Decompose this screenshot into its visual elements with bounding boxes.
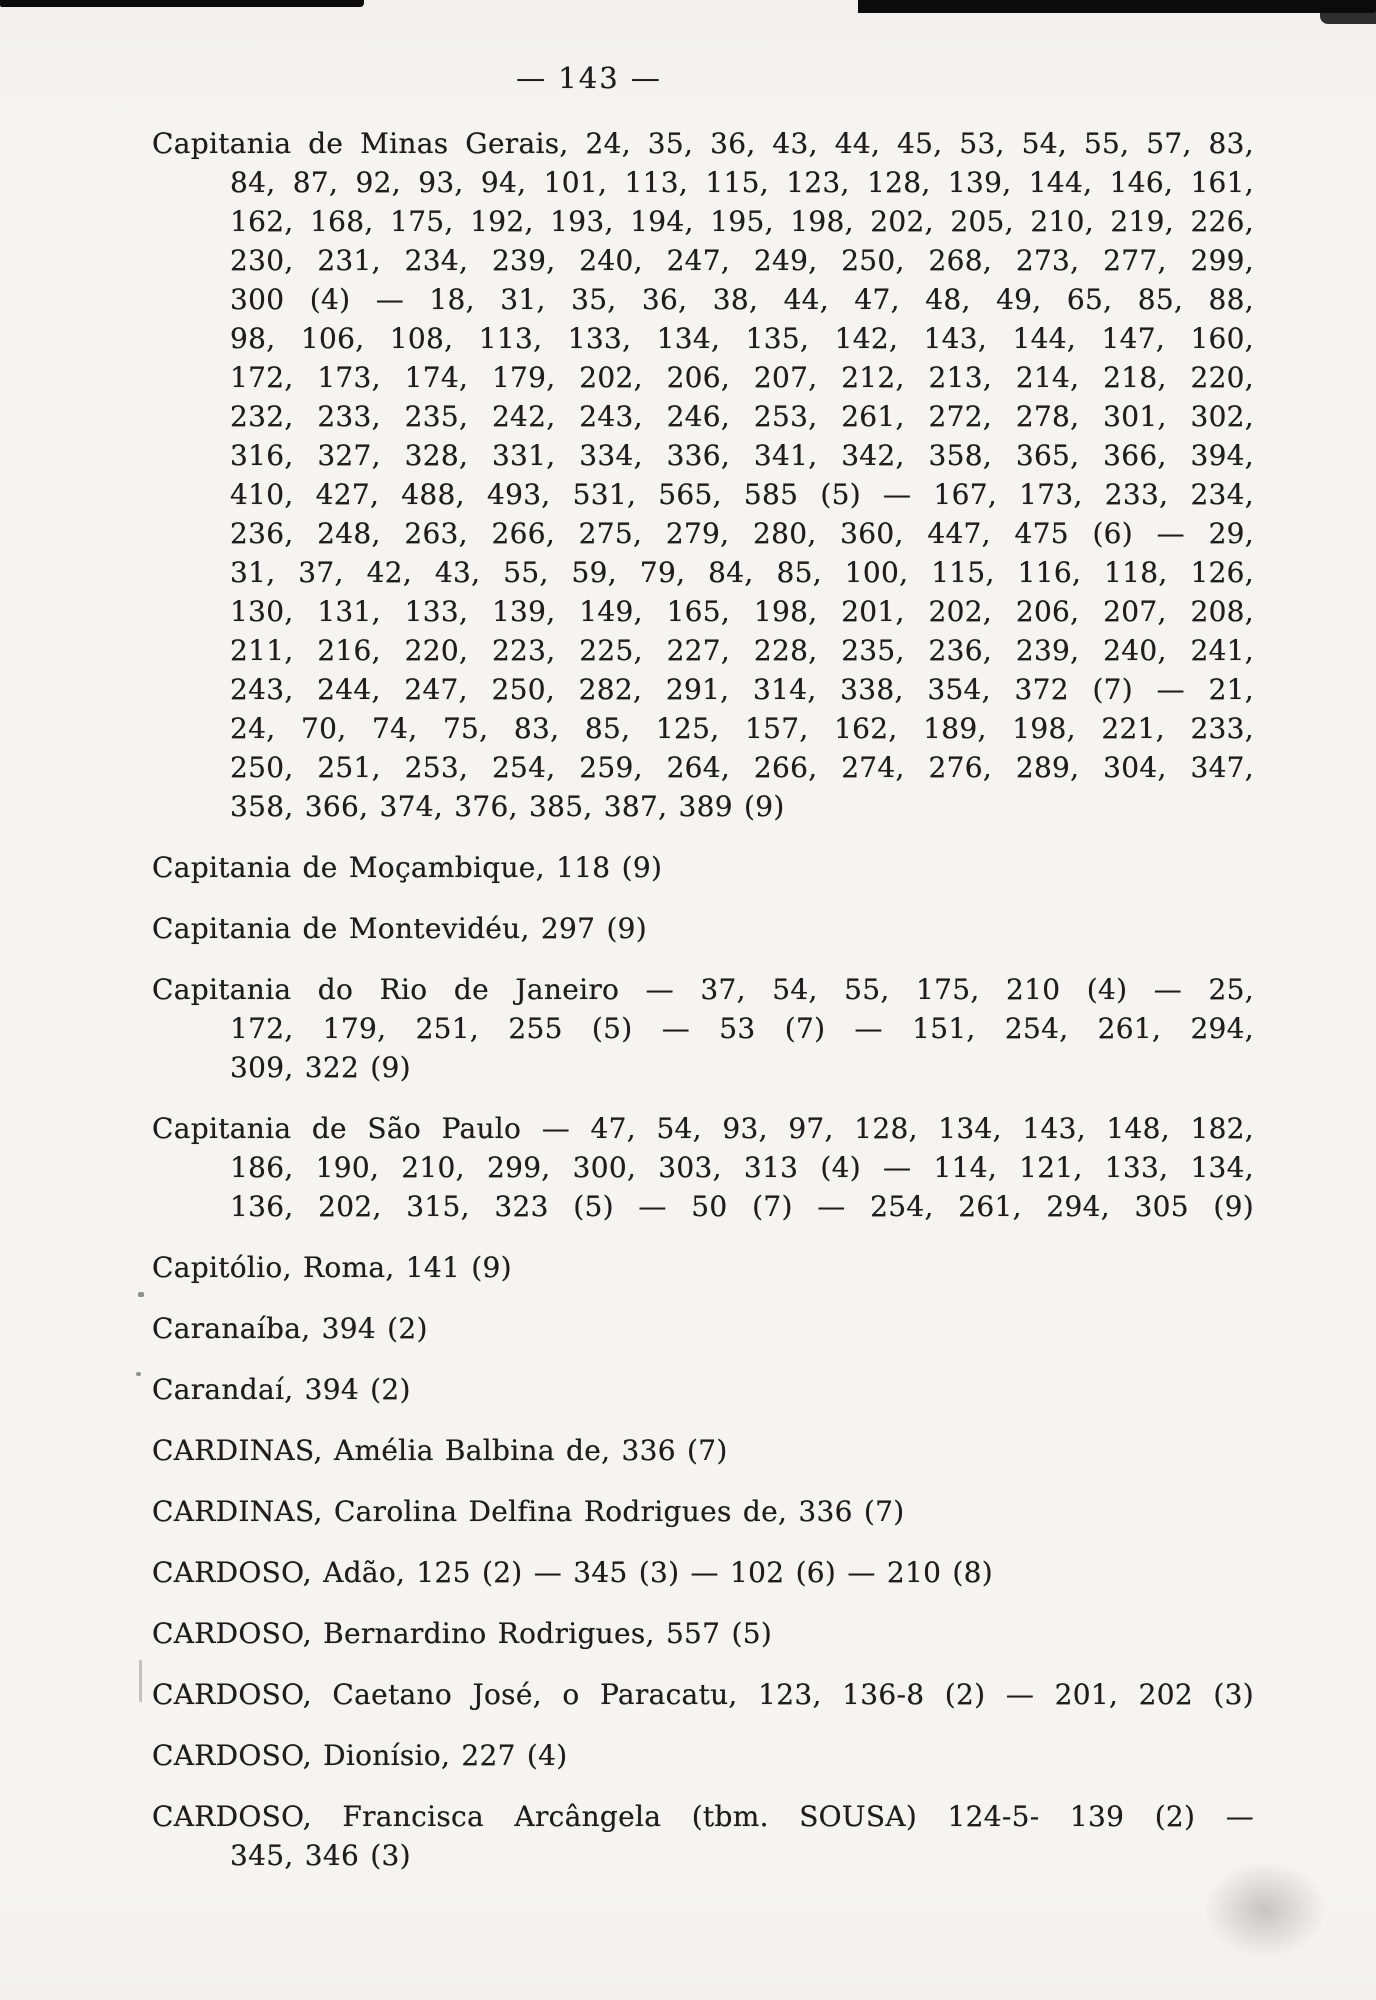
index-entry <box>152 909 1254 948</box>
index-entry <box>152 848 1254 887</box>
entry-line: 243, 244, 247, 250, 282, 291, 314, 338, 354, 372 (7) — 21, <box>230 673 1254 706</box>
entry-line: 211, 216, 220, 223, 225, 227, 228, 235, 236, 239, 240, 241, <box>230 634 1254 667</box>
entry-line: Caranaíba, 394 (2) <box>152 1312 428 1345</box>
entry-line: 232, 233, 235, 242, 243, 246, 253, 261, 272, 278, 301, 302, <box>230 400 1254 433</box>
index-entry <box>152 970 1254 1087</box>
scan-speck <box>139 1660 142 1702</box>
index-entry <box>152 1675 1254 1714</box>
entry-line: CARDOSO, Francisca Arcângela (tbm. SOUSA) 124-5- 139 (2) — <box>152 1800 1254 1833</box>
entry-line: CARDINAS, Amélia Balbina de, 336 (7) <box>152 1434 728 1467</box>
entry-line: Capitania de Montevidéu, 297 (9) <box>152 912 648 945</box>
entry-line: CARDINAS, Carolina Delfina Rodrigues de, 336 (7) <box>152 1495 905 1528</box>
entry-line: 84, 87, 92, 93, 94, 101, 113, 115, 123, 128, 139, 144, 146, 161, <box>230 166 1254 199</box>
index-entry <box>152 1736 1254 1775</box>
entry-line: 172, 173, 174, 179, 202, 206, 207, 212, 213, 214, 218, 220, <box>230 361 1254 394</box>
entry-line: 236, 248, 263, 266, 275, 279, 280, 360, 447, 475 (6) — 29, <box>230 517 1254 550</box>
entry-line: CARDOSO, Caetano José, o Paracatu, 123, 136-8 (2) — 201, 202 (3) <box>152 1678 1254 1711</box>
entry-line: 358, 366, 374, 376, 385, 387, 389 (9) <box>230 790 785 823</box>
entry-line: 309, 322 (9) <box>230 1051 411 1084</box>
index-entry <box>152 1370 1254 1409</box>
entry-line: Capitania de São Paulo — 47, 54, 93, 97, 128, 134, 143, 148, 182, <box>152 1112 1254 1145</box>
index-entry <box>152 1431 1254 1470</box>
index-entry <box>152 1553 1254 1592</box>
entry-line: 130, 131, 133, 139, 149, 165, 198, 201, 202, 206, 207, 208, <box>230 595 1254 628</box>
entry-line: 410, 427, 488, 493, 531, 565, 585 (5) — 167, 173, 233, 234, <box>230 478 1254 511</box>
entry-line: 172, 179, 251, 255 (5) — 53 (7) — 151, 254, 261, 294, <box>230 1012 1254 1045</box>
index-entry <box>152 1492 1254 1531</box>
entry-line: 186, 190, 210, 299, 300, 303, 313 (4) — 114, 121, 133, 134, <box>230 1151 1254 1184</box>
entry-line: 345, 346 (3) <box>230 1839 411 1872</box>
entry-line: 250, 251, 253, 254, 259, 264, 266, 274, 276, 289, 304, 347, <box>230 751 1254 784</box>
entry-line: CARDOSO, Dionísio, 227 (4) <box>152 1739 568 1772</box>
index-entry <box>152 1109 1254 1226</box>
scan-artifact-top-right-corner <box>1320 0 1376 24</box>
entry-line: 162, 168, 175, 192, 193, 194, 195, 198, 202, 205, 210, 219, 226, <box>230 205 1254 238</box>
entry-line: Capitania de Minas Gerais, 24, 35, 36, 43, 44, 45, 53, 54, 55, 57, 83, <box>152 127 1254 160</box>
index-entries <box>152 124 1254 1875</box>
entry-line: 24, 70, 74, 75, 83, 85, 125, 157, 162, 189, 198, 221, 233, <box>230 712 1254 745</box>
index-entry <box>152 1248 1254 1287</box>
index-entry <box>152 1797 1254 1875</box>
scan-artifact-top-right-edge <box>858 0 1376 13</box>
entry-line: Capitólio, Roma, 141 (9) <box>152 1251 512 1284</box>
scan-speck <box>136 1372 141 1376</box>
page-content <box>152 58 1254 1875</box>
page-number: — 143 — <box>516 61 662 95</box>
entry-line: 300 (4) — 18, 31, 35, 36, 38, 44, 47, 48, 49, 65, 85, 88, <box>230 283 1254 316</box>
index-entry <box>152 1614 1254 1653</box>
entry-line: CARDOSO, Adão, 125 (2) — 345 (3) — 102 (6) — 210 (8) <box>152 1556 993 1589</box>
index-entry <box>152 1309 1254 1348</box>
index-entry <box>152 124 1254 826</box>
entry-line: Capitania do Rio de Janeiro — 37, 54, 55, 175, 210 (4) — 25, <box>152 973 1254 1006</box>
entry-line: 136, 202, 315, 323 (5) — 50 (7) — 254, 261, 294, 305 (9) <box>230 1190 1254 1223</box>
entry-line: 230, 231, 234, 239, 240, 247, 249, 250, 268, 273, 277, 299, <box>230 244 1254 277</box>
entry-line: CARDOSO, Bernardino Rodrigues, 557 (5) <box>152 1617 773 1650</box>
entry-line: Capitania de Moçambique, 118 (9) <box>152 851 663 884</box>
entry-line: 31, 37, 42, 43, 55, 59, 79, 84, 85, 100, 115, 116, 118, 126, <box>230 556 1254 589</box>
entry-line: 98, 106, 108, 113, 133, 134, 135, 142, 143, 144, 147, 160, <box>230 322 1254 355</box>
entry-line: 316, 327, 328, 331, 334, 336, 341, 342, 358, 365, 366, 394, <box>230 439 1254 472</box>
scan-smudge-bottom-right <box>1205 1862 1325 1957</box>
scan-speck <box>138 1292 144 1297</box>
entry-line: Carandaí, 394 (2) <box>152 1373 411 1406</box>
scan-artifact-top-left-edge <box>0 0 364 7</box>
